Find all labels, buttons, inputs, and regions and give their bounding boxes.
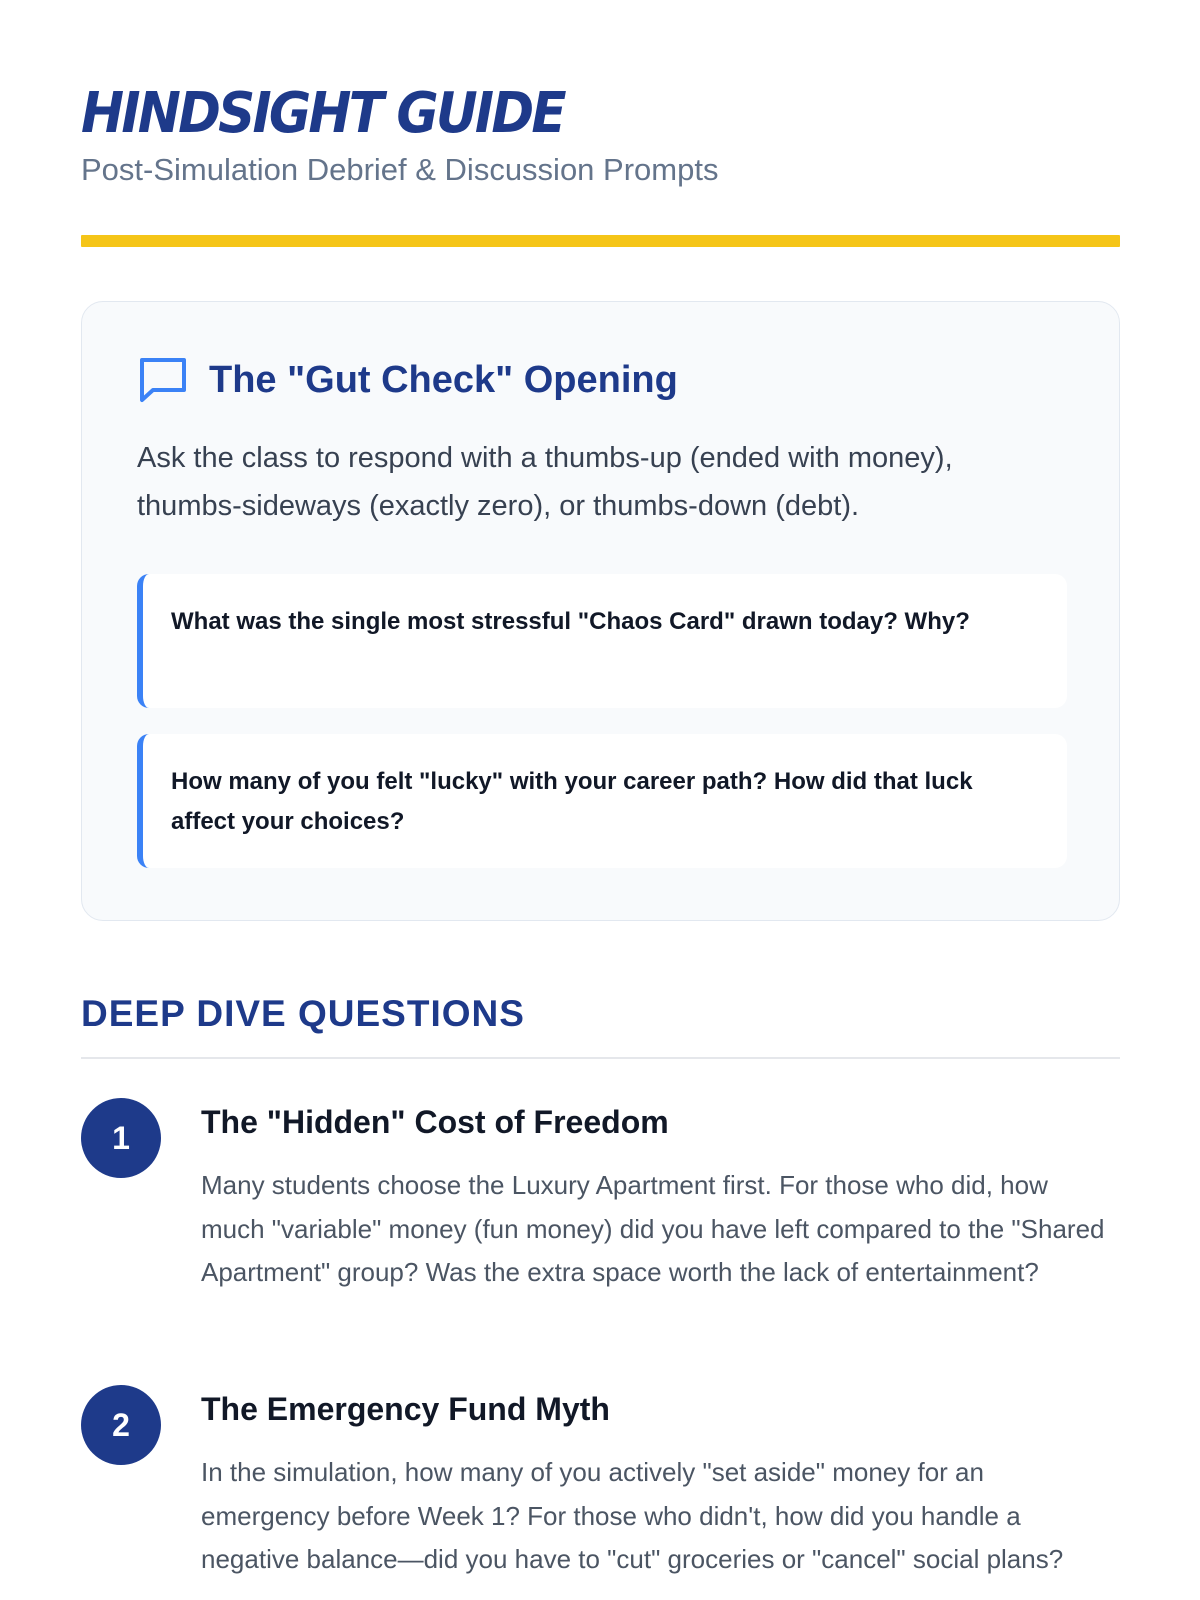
chat-bubble-icon [137,354,189,406]
card-instructions: Ask the class to respond with a thumbs-up (ended with money), thumbs-sideways (exactly zero), or thumbs-down (debt). [137,442,953,522]
discussion-prompt: What was the single most stressful "Chaos Card" drawn today? Why? [137,574,1067,708]
question-text: In the simulation, how many of you actively "set aside" money for an emergency before Week 1? For those who didn't, how did you handle a negative balance—did you have to "cut" groceries or "cancel" social plans? [201,1457,1064,1574]
section-heading: DEEP DIVE QUESTIONS [81,993,525,1034]
gut-check-card [81,301,1120,921]
question-number-badge: 1 [81,1098,161,1178]
question-title: The "Hidden" Cost of Freedom [201,1104,669,1140]
card-title: The "Gut Check" Opening [209,359,678,401]
card-heading [137,354,678,406]
question-text: Many students choose the Luxury Apartment first. For those who did, how much "variable" money (fun money) did you have left compared to the "Shared Apartment" group? Was the extra space worth the lack of entertainment? [201,1170,1105,1287]
accent-divider [81,235,1120,247]
discussion-prompt: How many of you felt "lucky" with your career path? How did that luck affect your choices? [137,734,1067,868]
question-number-badge: 2 [81,1385,161,1465]
question-title: The Emergency Fund Myth [201,1391,610,1427]
page-subtitle: Post-Simulation Debrief & Discussion Prompts [81,152,719,187]
page-title: HINDSIGHT GUIDE [81,81,564,146]
section-divider [81,1057,1120,1059]
